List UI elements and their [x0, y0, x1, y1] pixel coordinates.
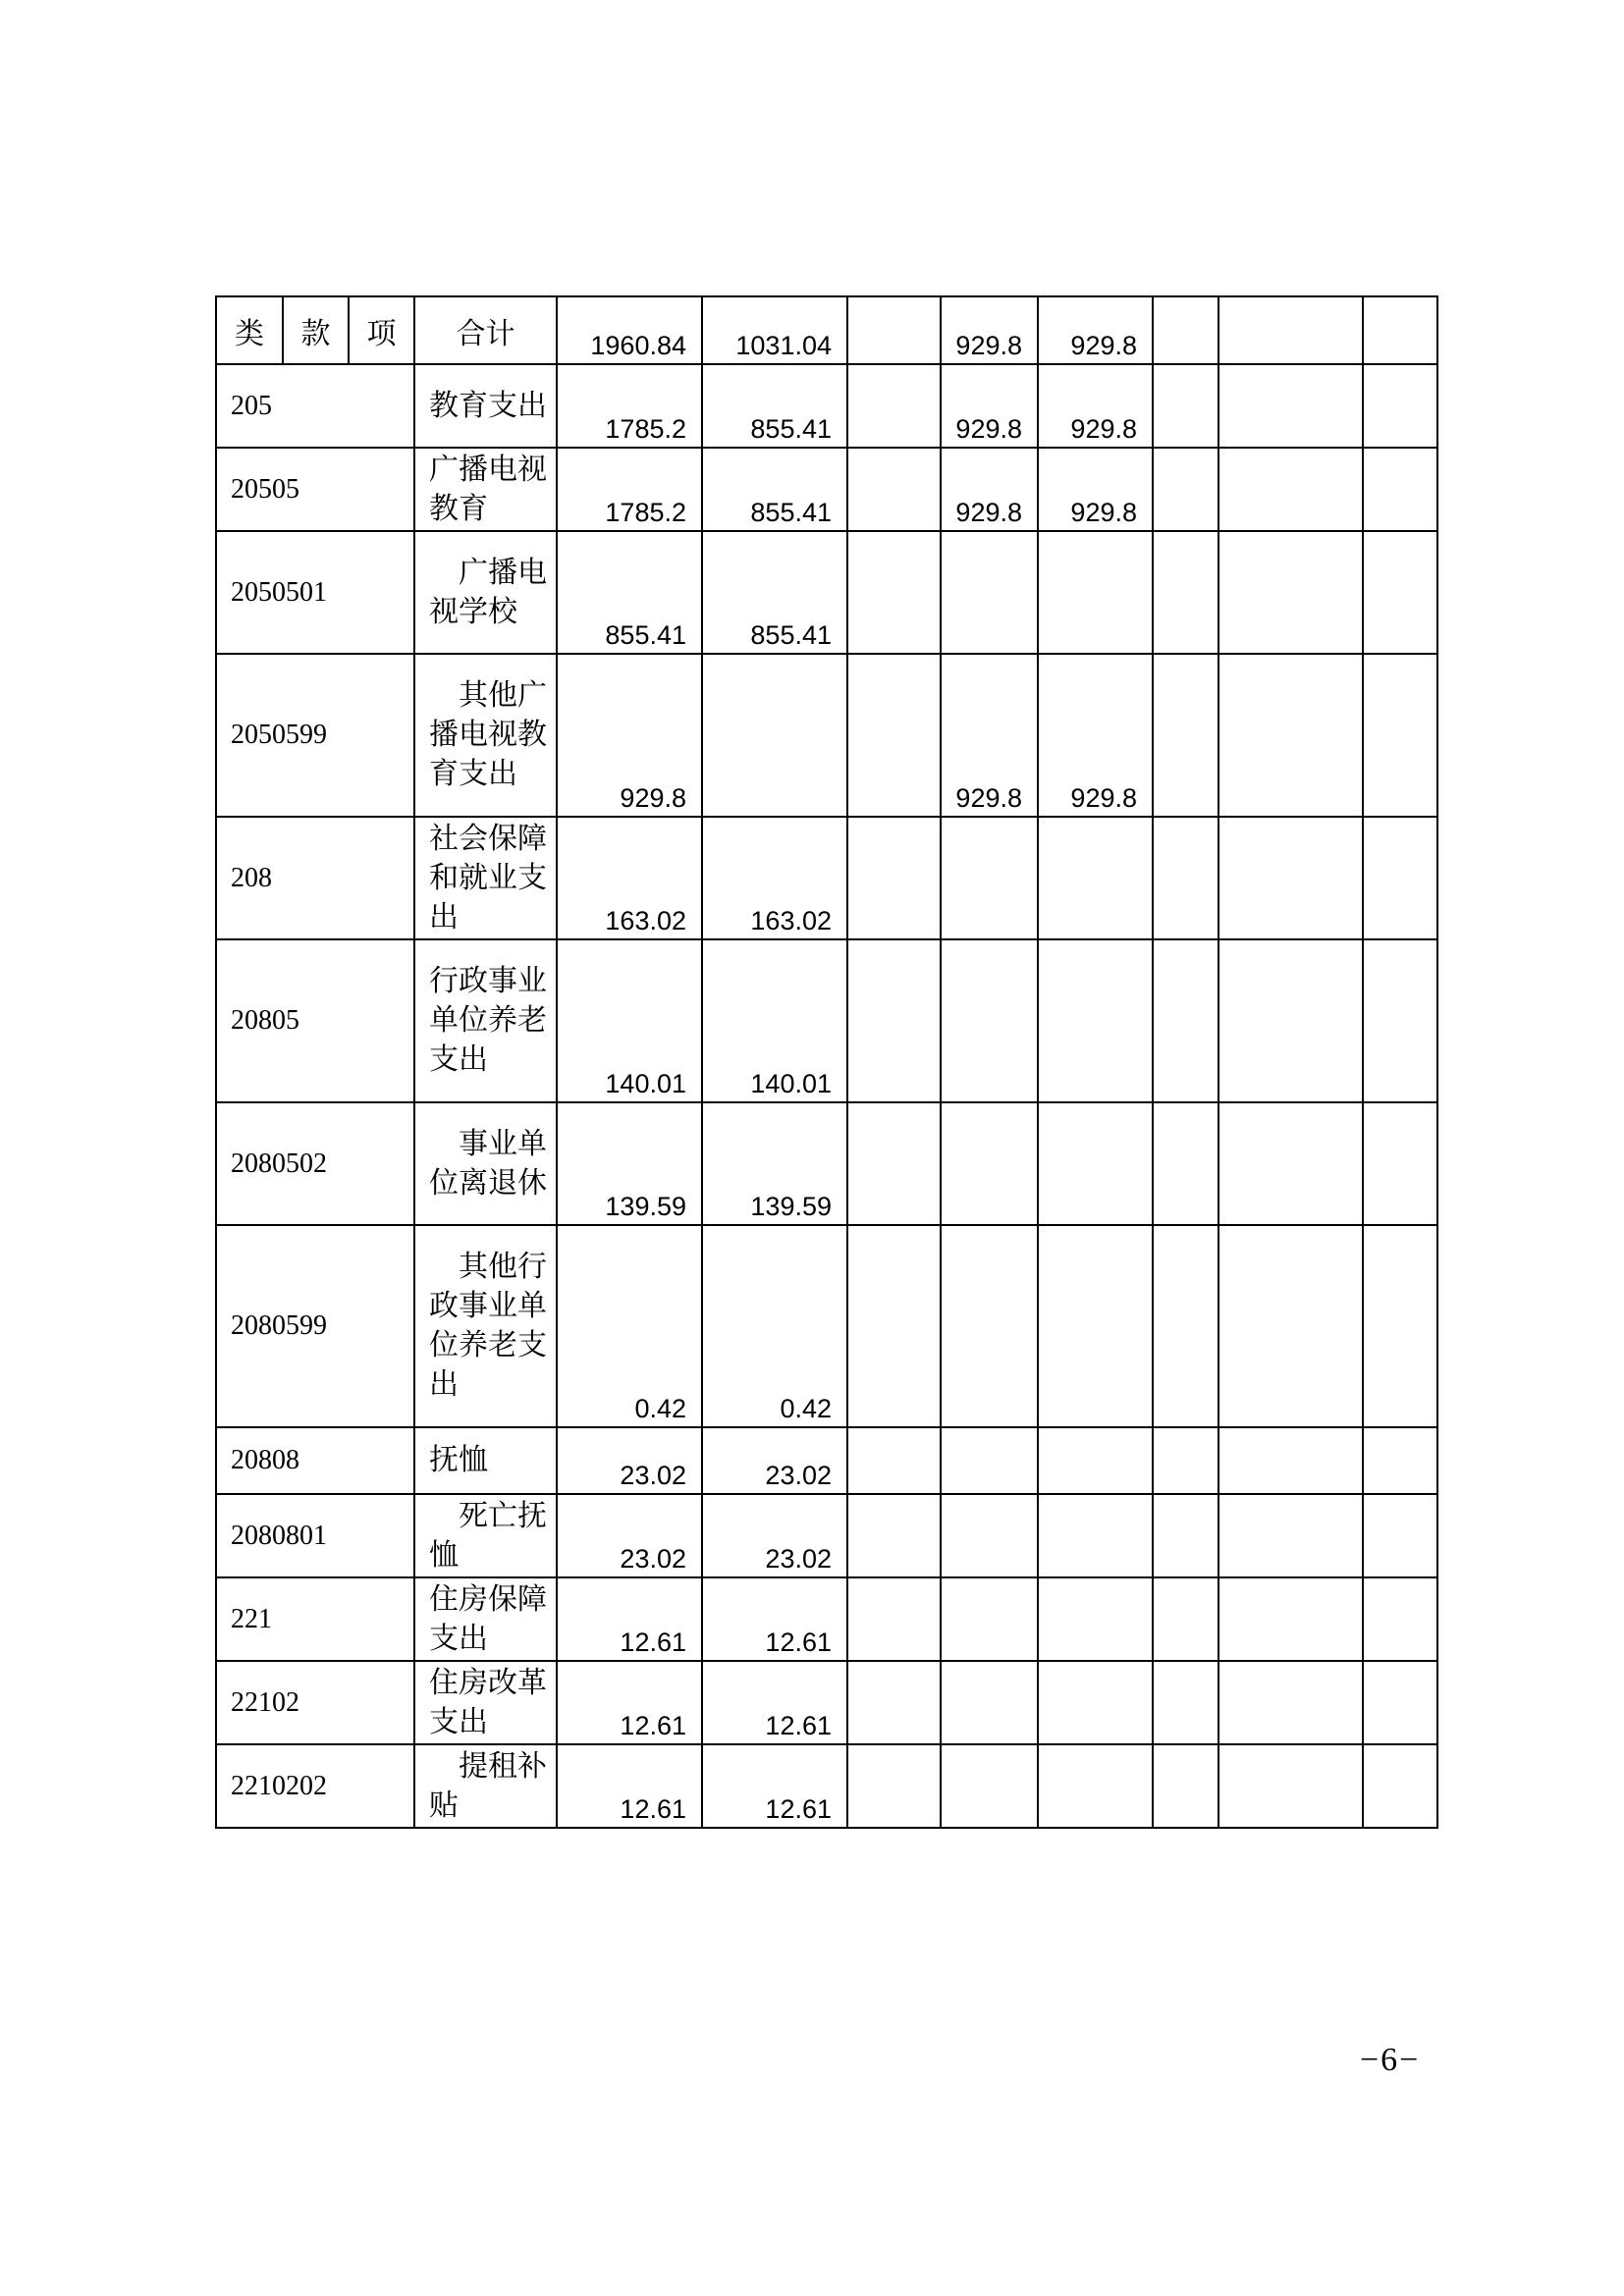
header-value: 929.8 — [1038, 296, 1153, 364]
row-value — [847, 1661, 941, 1744]
row-value — [1218, 1494, 1363, 1577]
row-value — [1218, 531, 1363, 654]
row-value: 139.59 — [557, 1102, 702, 1225]
row-code: 20808 — [216, 1427, 414, 1494]
row-value — [1153, 1225, 1218, 1427]
row-name: 教育支出 — [429, 388, 547, 423]
header-value — [1218, 296, 1363, 364]
row-value — [1038, 1661, 1153, 1744]
table-row — [216, 1661, 1437, 1744]
row-value — [847, 1427, 941, 1494]
row-name: 社会保障和就业支出 — [429, 821, 547, 934]
row-value: 140.01 — [702, 939, 847, 1102]
row-value — [1363, 1225, 1437, 1427]
row-name-cell — [414, 817, 557, 939]
row-value — [1038, 817, 1153, 939]
row-value: 929.8 — [1038, 364, 1153, 448]
row-value: 12.61 — [702, 1744, 847, 1828]
row-value — [1218, 939, 1363, 1102]
row-value — [1363, 1577, 1437, 1661]
row-name-cell — [414, 1225, 557, 1427]
row-name-cell — [414, 1744, 557, 1828]
row-name: 死亡抚恤 — [429, 1498, 547, 1573]
row-value — [1218, 1744, 1363, 1828]
row-code: 2080502 — [216, 1102, 414, 1225]
row-name: 广播电视教育 — [429, 452, 547, 526]
row-code: 2210202 — [216, 1744, 414, 1828]
row-value: 929.8 — [941, 448, 1038, 531]
row-name-cell — [414, 1427, 557, 1494]
header-xiang: 项 — [349, 296, 414, 364]
row-code: 2080801 — [216, 1494, 414, 1577]
row-name: 行政事业单位养老支出 — [429, 964, 547, 1077]
row-value: 929.8 — [557, 654, 702, 817]
row-value — [1218, 364, 1363, 448]
row-value: 855.41 — [702, 364, 847, 448]
row-value — [1038, 1102, 1153, 1225]
row-value: 929.8 — [1038, 448, 1153, 531]
row-code: 208 — [216, 817, 414, 939]
table-row — [216, 448, 1437, 531]
row-value — [1153, 1661, 1218, 1744]
row-name-cell — [414, 939, 557, 1102]
table-row — [216, 939, 1437, 1102]
row-value: 929.8 — [941, 654, 1038, 817]
table-row — [216, 1577, 1437, 1661]
row-value — [1153, 1494, 1218, 1577]
row-name-cell — [414, 1494, 557, 1577]
header-value — [1363, 296, 1437, 364]
row-value — [1218, 817, 1363, 939]
row-value — [941, 1494, 1038, 1577]
row-value: 23.02 — [557, 1427, 702, 1494]
row-value — [1218, 1102, 1363, 1225]
row-value — [847, 1225, 941, 1427]
row-value — [1153, 1577, 1218, 1661]
row-value — [1218, 654, 1363, 817]
row-value: 163.02 — [702, 817, 847, 939]
header-value: 1960.84 — [557, 296, 702, 364]
page-number: −6− — [1360, 2042, 1421, 2078]
row-value — [1363, 1494, 1437, 1577]
row-value — [702, 654, 847, 817]
row-value: 1785.2 — [557, 364, 702, 448]
row-value — [847, 364, 941, 448]
row-value — [847, 654, 941, 817]
row-value — [1363, 1661, 1437, 1744]
row-name: 其他广播电视教育支出 — [429, 678, 547, 791]
row-value — [847, 531, 941, 654]
row-value — [1153, 654, 1218, 817]
table-row — [216, 1427, 1437, 1494]
row-name-cell — [414, 531, 557, 654]
row-value — [941, 817, 1038, 939]
row-value — [1363, 654, 1437, 817]
table-row — [216, 531, 1437, 654]
row-value — [941, 1577, 1038, 1661]
row-value: 23.02 — [557, 1494, 702, 1577]
row-value — [1038, 1225, 1153, 1427]
row-value — [1218, 1577, 1363, 1661]
row-code: 221 — [216, 1577, 414, 1661]
row-value: 855.41 — [702, 531, 847, 654]
row-value — [941, 531, 1038, 654]
row-name: 其他行政事业单位养老支出 — [429, 1250, 547, 1402]
row-value: 12.61 — [702, 1577, 847, 1661]
row-name-cell — [414, 654, 557, 817]
row-value — [1153, 531, 1218, 654]
table-row — [216, 817, 1437, 939]
row-value: 23.02 — [702, 1494, 847, 1577]
row-value — [1038, 1744, 1153, 1828]
table-row — [216, 364, 1437, 448]
row-value — [1153, 1427, 1218, 1494]
row-value — [1218, 448, 1363, 531]
row-value — [1363, 364, 1437, 448]
row-value — [941, 1225, 1038, 1427]
row-value: 0.42 — [557, 1225, 702, 1427]
row-value — [1038, 1427, 1153, 1494]
row-value — [847, 939, 941, 1102]
row-value: 0.42 — [702, 1225, 847, 1427]
row-value: 139.59 — [702, 1102, 847, 1225]
row-value — [941, 1427, 1038, 1494]
row-name: 住房保障支出 — [429, 1581, 547, 1656]
row-value — [1153, 1744, 1218, 1828]
row-value — [1363, 531, 1437, 654]
header-value — [847, 296, 941, 364]
row-code: 205 — [216, 364, 414, 448]
row-value: 929.8 — [1038, 654, 1153, 817]
row-value — [1038, 1577, 1153, 1661]
row-name: 提租补贴 — [429, 1748, 547, 1823]
row-value: 855.41 — [557, 531, 702, 654]
row-value — [941, 939, 1038, 1102]
header-value: 1031.04 — [702, 296, 847, 364]
row-value: 12.61 — [557, 1661, 702, 1744]
row-name: 抚恤 — [429, 1443, 488, 1477]
row-code: 2050501 — [216, 531, 414, 654]
row-value: 163.02 — [557, 817, 702, 939]
row-value: 12.61 — [557, 1577, 702, 1661]
row-code: 20505 — [216, 448, 414, 531]
table-row — [216, 654, 1437, 817]
row-value — [1218, 1225, 1363, 1427]
row-value — [1218, 1427, 1363, 1494]
row-value: 12.61 — [557, 1744, 702, 1828]
row-value: 855.41 — [702, 448, 847, 531]
row-value — [941, 1744, 1038, 1828]
row-value — [941, 1102, 1038, 1225]
header-total-label: 合计 — [414, 296, 557, 364]
row-value — [1363, 1427, 1437, 1494]
row-code: 22102 — [216, 1661, 414, 1744]
row-name-cell — [414, 1661, 557, 1744]
table-row — [216, 1494, 1437, 1577]
row-name: 广播电视学校 — [429, 555, 547, 629]
row-value — [1218, 1661, 1363, 1744]
row-value: 1785.2 — [557, 448, 702, 531]
row-value — [1153, 364, 1218, 448]
row-code: 20805 — [216, 939, 414, 1102]
header-value — [1153, 296, 1218, 364]
row-value — [1153, 1102, 1218, 1225]
row-value — [1363, 939, 1437, 1102]
row-name: 事业单位离退休 — [429, 1126, 547, 1201]
header-kuan: 款 — [283, 296, 349, 364]
table-body — [216, 296, 1437, 1828]
row-value: 23.02 — [702, 1427, 847, 1494]
table-row — [216, 1102, 1437, 1225]
row-name-cell — [414, 1102, 557, 1225]
row-name-cell — [414, 1577, 557, 1661]
row-value — [847, 1744, 941, 1828]
row-value — [1153, 817, 1218, 939]
row-value: 929.8 — [941, 364, 1038, 448]
row-value — [1363, 1102, 1437, 1225]
row-value — [1153, 939, 1218, 1102]
row-value — [847, 1102, 941, 1225]
row-name: 住房改革支出 — [429, 1665, 547, 1739]
header-lei: 类 — [216, 296, 283, 364]
row-code: 2050599 — [216, 654, 414, 817]
row-code: 2080599 — [216, 1225, 414, 1427]
row-name-cell — [414, 364, 557, 448]
row-value — [941, 1661, 1038, 1744]
row-value — [1153, 448, 1218, 531]
header-row — [216, 296, 1437, 364]
row-value — [847, 817, 941, 939]
row-value: 140.01 — [557, 939, 702, 1102]
row-value: 12.61 — [702, 1661, 847, 1744]
row-value — [1038, 1494, 1153, 1577]
row-value — [1038, 531, 1153, 654]
header-value: 929.8 — [941, 296, 1038, 364]
table-row — [216, 1225, 1437, 1427]
row-value — [847, 1577, 941, 1661]
budget-table — [215, 295, 1438, 1829]
row-value — [847, 448, 941, 531]
row-value — [1363, 448, 1437, 531]
row-value — [847, 1494, 941, 1577]
row-value — [1363, 1744, 1437, 1828]
row-value — [1038, 939, 1153, 1102]
table-row — [216, 1744, 1437, 1828]
row-value — [1363, 817, 1437, 939]
row-name-cell — [414, 448, 557, 531]
